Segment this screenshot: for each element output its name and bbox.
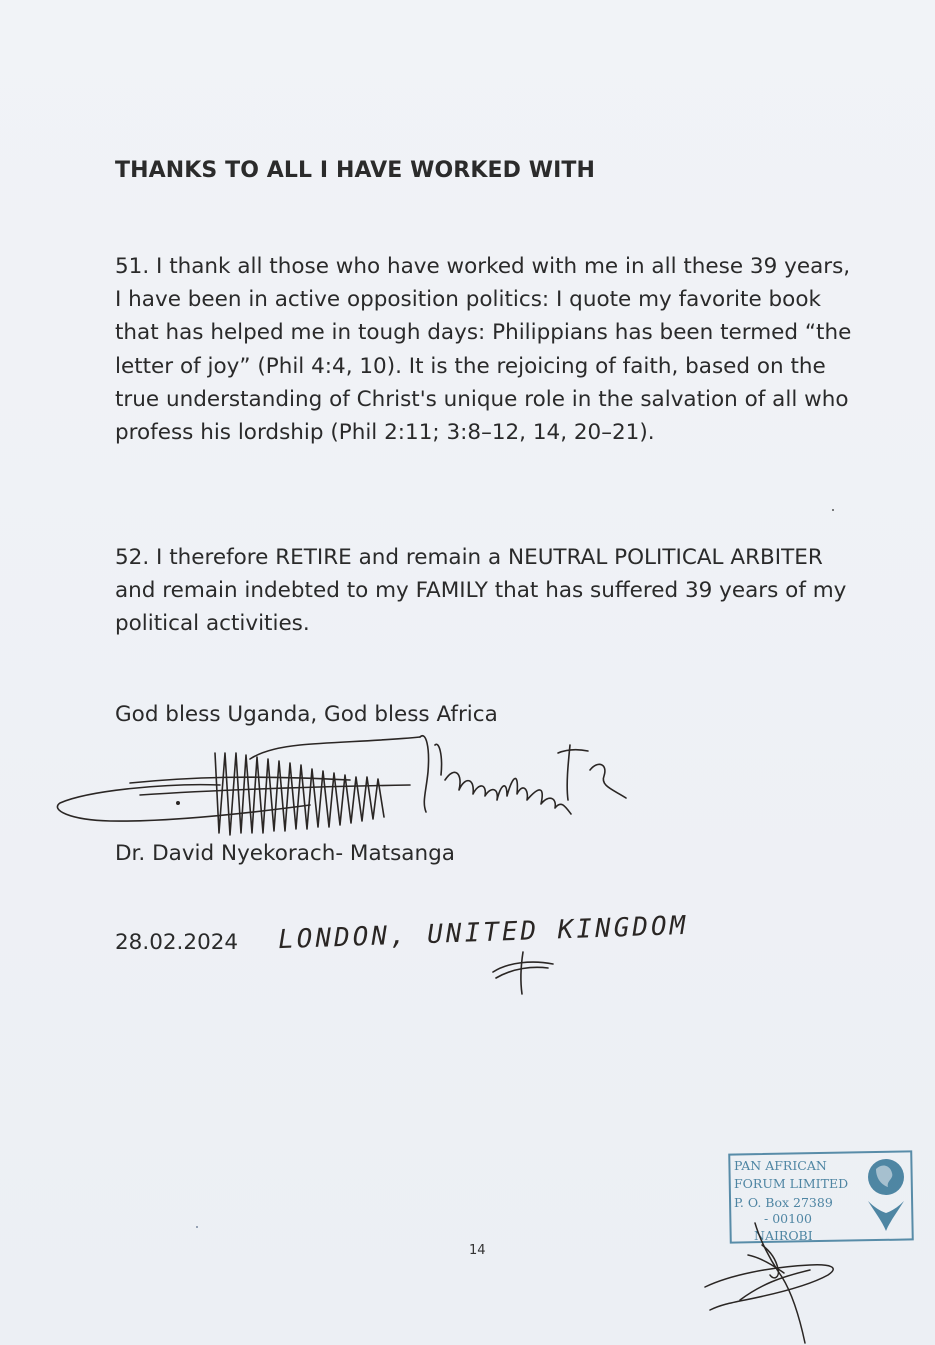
svg-text:PAN AFRICAN: PAN AFRICAN — [734, 1158, 827, 1173]
paragraph-51: 51. I thank all those who have worked with me in all these 39 years, I have been in active opposition politics: I quote my favorite book that has helped me in tough days: Philippians has been termed “the letter of joy” (Phil 4:4, 10). It is the rejoicing of faith, based on the true understanding of Christ's unique role in the salvation of all who profess his lordship (Phil 2:11; 3:8–12, 14, 20–21). — [115, 254, 852, 446]
handwritten-place: LONDON, UNITED KINGDOM — [277, 910, 689, 956]
blessing-line: God bless Uganda, God bless Africa — [115, 702, 498, 727]
signature-date: 28.02.2024 — [115, 930, 239, 955]
signature-initials — [700, 1215, 850, 1345]
svg-text:FORUM LIMITED: FORUM LIMITED — [734, 1176, 849, 1191]
paper-speck — [196, 1226, 198, 1228]
svg-text:- 00100: - 00100 — [764, 1211, 812, 1226]
svg-text:NAIROBI: NAIROBI — [754, 1228, 813, 1243]
paragraph-52: 52. I therefore RETIRE and remain a NEUTRAL POLITICAL ARBITER and remain indebted to my FAMILY that has suffered 39 years of my political activities. — [115, 545, 847, 637]
signer-name: Dr. David Nyekorach- Matsanga — [115, 841, 455, 866]
handwritten-cross-mark — [488, 950, 558, 995]
globe-logo-icon — [868, 1159, 904, 1231]
signature-main — [50, 725, 640, 840]
paper-speck — [832, 509, 834, 511]
svg-text:P. O. Box 27389: P. O. Box 27389 — [734, 1195, 833, 1210]
page-number: 14 — [469, 1243, 486, 1258]
section-heading: THANKS TO ALL I HAVE WORKED WITH — [115, 158, 595, 183]
